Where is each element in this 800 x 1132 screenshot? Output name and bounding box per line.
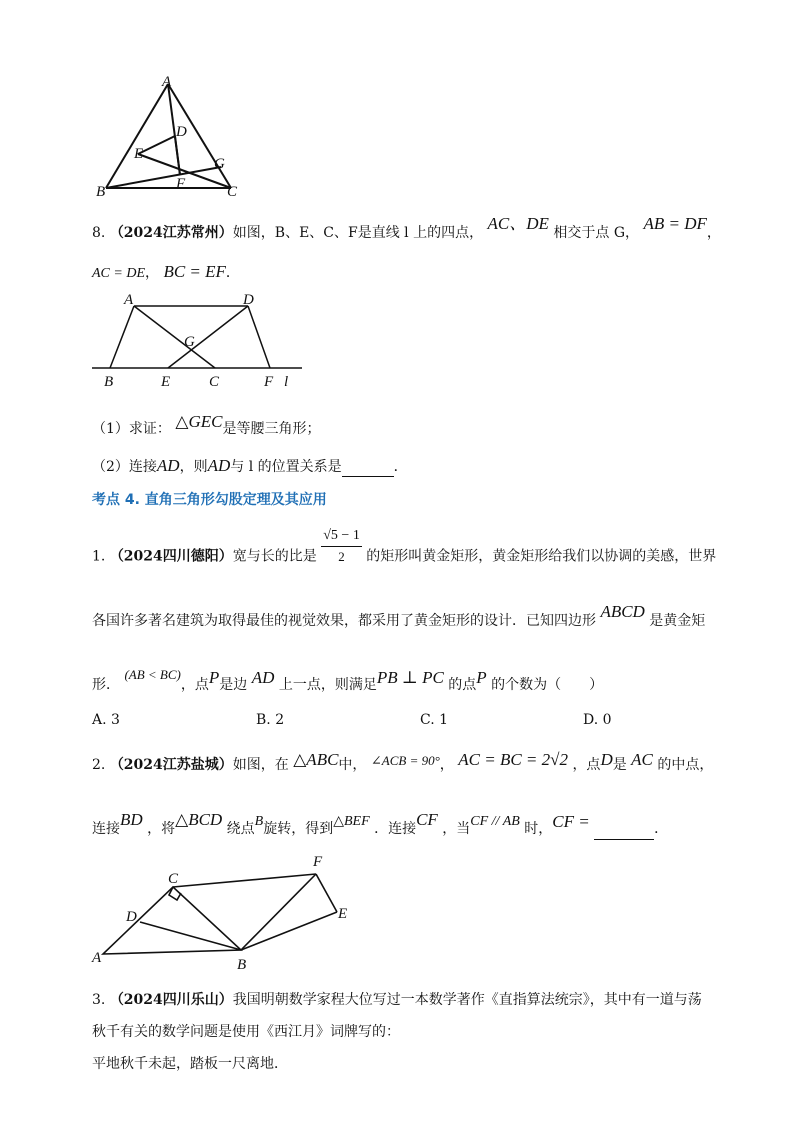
p2-line1 (92, 750, 714, 775)
q8-math-ac-de-eq: AC = DE (92, 266, 145, 281)
p2-line2-h: ． (654, 821, 669, 837)
figure-p2-rotation (88, 852, 358, 974)
q8-source: （2024江苏常州） (109, 225, 233, 241)
p2-math-ac: AC (631, 750, 653, 769)
q8-fig-g: G (184, 334, 195, 350)
label-f: F (176, 176, 186, 192)
p1-option-d[interactable]: D. 0 (583, 712, 612, 728)
p1-line1 (92, 528, 717, 577)
p3-line1 (92, 990, 702, 1010)
q8-part1-a: （1）求证： (92, 421, 171, 437)
p2-fig-a: A (92, 950, 102, 966)
p1-line3 (92, 667, 604, 695)
q8-text2: 相交于点 G， (553, 225, 640, 241)
p1-line3-f: 的个数为（ ） (491, 677, 604, 693)
q8-line2 (92, 262, 240, 284)
p1-line2 (92, 602, 706, 631)
q8-part2-ad2: AD (207, 456, 231, 475)
p1-math-p2: P (476, 668, 487, 687)
p2-text-b: 中， (338, 757, 367, 773)
label-c: C (227, 184, 238, 200)
p1-option-b[interactable]: B. 2 (256, 712, 285, 728)
label-d: D (176, 124, 187, 140)
q8-part1 (92, 412, 321, 439)
p2-line2-d: 旋转，得到 (263, 821, 334, 837)
q8-math-ac-de: AC、DE (487, 214, 549, 233)
label-b: B (96, 184, 106, 200)
q8-part1-math: △GEC (175, 412, 223, 431)
p2-text-f: 的中点， (657, 757, 714, 773)
q8-part2-c: 与 l 的位置关系是 (230, 459, 342, 475)
p2-source: （2024江苏盐城） (109, 757, 233, 773)
p2-math-len: AC = BC = 2√2 (458, 750, 568, 769)
p2-fig-d: D (126, 909, 137, 925)
p1-line2-b: 是黄金矩 (649, 613, 706, 629)
label-a: A (162, 74, 172, 90)
q8-text1: 如图，B、E、C、F是直线 l 上的四点， (232, 225, 484, 241)
p2-math-cf-eq: CF = (552, 812, 590, 831)
p1-math-p: P (208, 668, 220, 687)
p1-fraction-numerator: √5 − 1 (321, 526, 362, 547)
p2-math-parallel: CF // AB (470, 814, 520, 829)
p2-line2 (92, 810, 669, 840)
p1-math-perp: PB ⊥ PC (376, 668, 444, 687)
p1-fraction-denominator: 2 (338, 549, 345, 564)
p2-line2-c: 绕点 (226, 821, 255, 837)
p1-math-cond: (AB < BC) (124, 667, 181, 682)
p2-fig-b: B (237, 957, 247, 973)
figure-q8-trapezoid (88, 290, 308, 390)
q8-fig-d: D (243, 292, 254, 308)
p1-line3-b: ，点 (180, 677, 209, 693)
q8-math-ab-df: AB = DF (643, 214, 707, 233)
p2-text-a: 如图，在 (232, 757, 289, 773)
p2-line2-b: ，将 (147, 821, 176, 837)
p1-number: 1. (92, 548, 106, 565)
p2-line2-a: 连接 (92, 821, 120, 837)
section-heading: 考点 4. 直角三角形勾股定理及其应用 (92, 492, 327, 508)
q8-text4: ， (145, 265, 159, 281)
p2-text-e: 是 (612, 757, 627, 773)
q8-fig-b: B (104, 374, 114, 390)
p2-fig-e: E (338, 906, 348, 922)
q8-fig-e: E (161, 374, 171, 390)
p2-math-bd: BD (120, 810, 143, 829)
p2-math-angle: ∠ACB = 90° (370, 753, 440, 768)
p2-math-bcd: △BCD (175, 810, 223, 829)
q8-fig-l: l (284, 374, 289, 390)
p2-number: 2. (92, 757, 106, 773)
q8-math-bc-ef: BC = EF (163, 262, 226, 281)
q8-fig-f: F (264, 374, 274, 390)
p2-line2-e: ．连接 (374, 821, 417, 837)
p2-text-d: ，点 (572, 757, 601, 773)
q8-part2-a: （2）连接 (92, 459, 157, 475)
p1-fraction (321, 526, 362, 567)
q8-part1-b: 是等腰三角形； (222, 421, 321, 437)
p1-text-b: 的矩形叫黄金矩形，黄金矩形给我们以协调的美感，世界 (366, 548, 717, 565)
p1-option-a[interactable]: A. 3 (92, 712, 120, 728)
p3-text-1: 我国明朝数学家程大位写过一本数学著作《直指算法统宗》，其中有一道与荡 (232, 992, 702, 1008)
q8-line1 (92, 214, 721, 243)
p2-text-c: ， (439, 757, 454, 773)
p1-source: （2024四川德阳） (109, 548, 233, 565)
p1-line3-c: 是边 (219, 677, 248, 693)
p2-math-cf: CF (416, 810, 438, 829)
q8-answer-blank (342, 476, 394, 477)
p2-line2-g: 时， (524, 821, 553, 837)
p1-line3-e: 的点 (448, 677, 477, 693)
p3-line2: 秋千有关的数学问题是使用《西江月》词牌写的： (92, 1024, 400, 1040)
p1-text-a: 宽与长的比是 (232, 548, 317, 565)
q8-part2-b: ，则 (179, 459, 208, 475)
q8-text5: ． (225, 265, 240, 281)
q8-text3: ， (706, 225, 721, 241)
p3-line3: 平地秋千未起，踏板一尺离地． (92, 1056, 288, 1072)
q8-part2 (92, 456, 408, 477)
figure-triangle-abc (90, 72, 260, 202)
p2-math-bef: △BEF (333, 814, 370, 829)
q8-part2-d: ． (393, 459, 408, 475)
p2-line2-f: ，当 (442, 821, 471, 837)
q8-fig-a: A (124, 292, 134, 308)
p2-answer-blank (594, 839, 654, 840)
p1-line3-d: 上一点，则满足 (278, 677, 377, 693)
p3-number: 3. (92, 992, 106, 1008)
p3-source: （2024四川乐山） (109, 992, 233, 1008)
q8-fig-c: C (209, 374, 220, 390)
p1-option-c[interactable]: C. 1 (420, 712, 449, 728)
q8-part2-ad1: AD (156, 456, 180, 475)
p2-fig-c: C (168, 871, 179, 887)
p1-math-ad: AD (251, 668, 275, 687)
p2-math-d: D (600, 750, 613, 769)
q8-number: 8. (92, 225, 106, 241)
p1-line2-a: 各国许多著名建筑为取得最佳的视觉效果，都采用了黄金矩形的设计．已知四边形 (92, 613, 596, 629)
p1-line3-a: 形． (92, 677, 120, 693)
p2-math-abc: △ABC (293, 750, 339, 769)
p2-math-b: B (254, 814, 264, 829)
p1-math-abcd: ABCD (600, 602, 645, 621)
p2-fig-f: F (313, 854, 323, 870)
label-e: E (134, 146, 144, 162)
label-g: G (214, 156, 225, 172)
